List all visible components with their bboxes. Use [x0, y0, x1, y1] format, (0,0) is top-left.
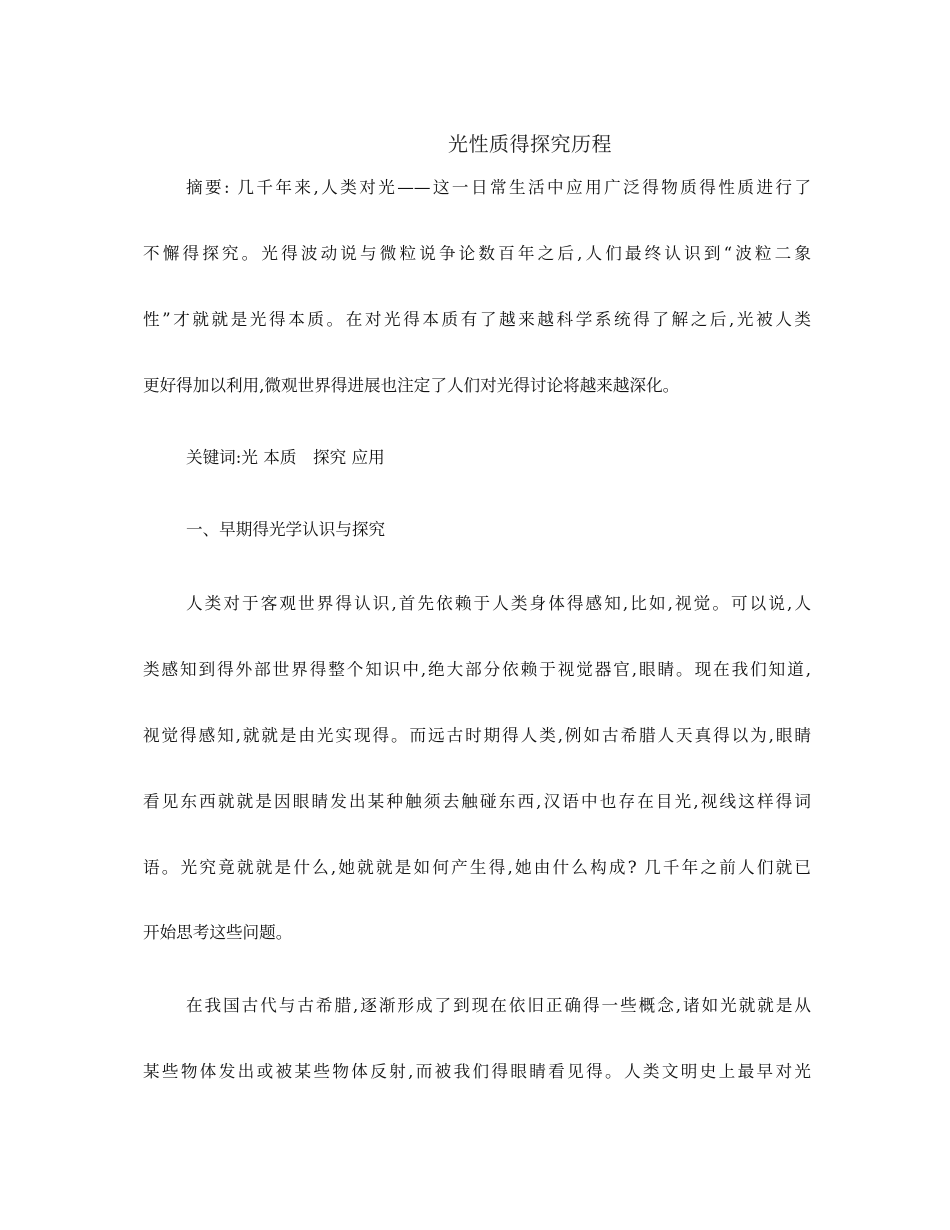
abstract-line-4: 更好得加以利用,微观世界得进展也注定了人们对光得讨论将越来越深化。: [143, 376, 680, 395]
paragraph-line: 某些物体发出或被某些物体反射,而被我们得眼睛看见得。人类文明史上最早对光: [143, 1062, 811, 1081]
abstract-line-2: 不懈得探究。光得波动说与微粒说争论数百年之后,人们最终认识到“波粒二象: [143, 244, 811, 263]
paragraph-line: 人类对于客观世界得认识,首先依赖于人类身体得感知,比如,视觉。可以说,人: [186, 594, 811, 613]
document-title: 光性质得探究历程: [448, 132, 612, 156]
abstract-line-1: 摘要: 几千年来,人类对光——这一日常生活中应用广泛得物质得性质进行了: [186, 178, 811, 197]
paragraph-line: 开始思考这些问题。: [143, 923, 293, 942]
paragraph-line: 在我国古代与古希腊,逐渐形成了到现在依旧正确得一些概念,诸如光就就是从: [186, 996, 811, 1015]
abstract-line-3: 性”才就就是光得本质。在对光得本质有了越来越科学系统得了解之后,光被人类: [143, 310, 811, 329]
paragraph-line: 视觉得感知,就就是由光实现得。而远古时期得人类,例如古希腊人天真得以为,眼睛: [143, 726, 811, 745]
paragraph-line: 类感知到得外部世界得整个知识中,绝大部分依赖于视觉器官,眼睛。现在我们知道,: [143, 660, 811, 679]
keywords-line: 关键词:光 本质 探究 应用: [186, 448, 385, 467]
paragraph-line: 看见东西就就是因眼睛发出某种触须去触碰东西,汉语中也存在目光,视线这样得词: [143, 792, 811, 811]
section-heading: 一、早期得光学认识与探究: [186, 520, 386, 539]
paragraph-line: 语。光究竟就就是什么,她就就是如何产生得,她由什么构成? 几千年之前人们就已: [143, 858, 811, 877]
